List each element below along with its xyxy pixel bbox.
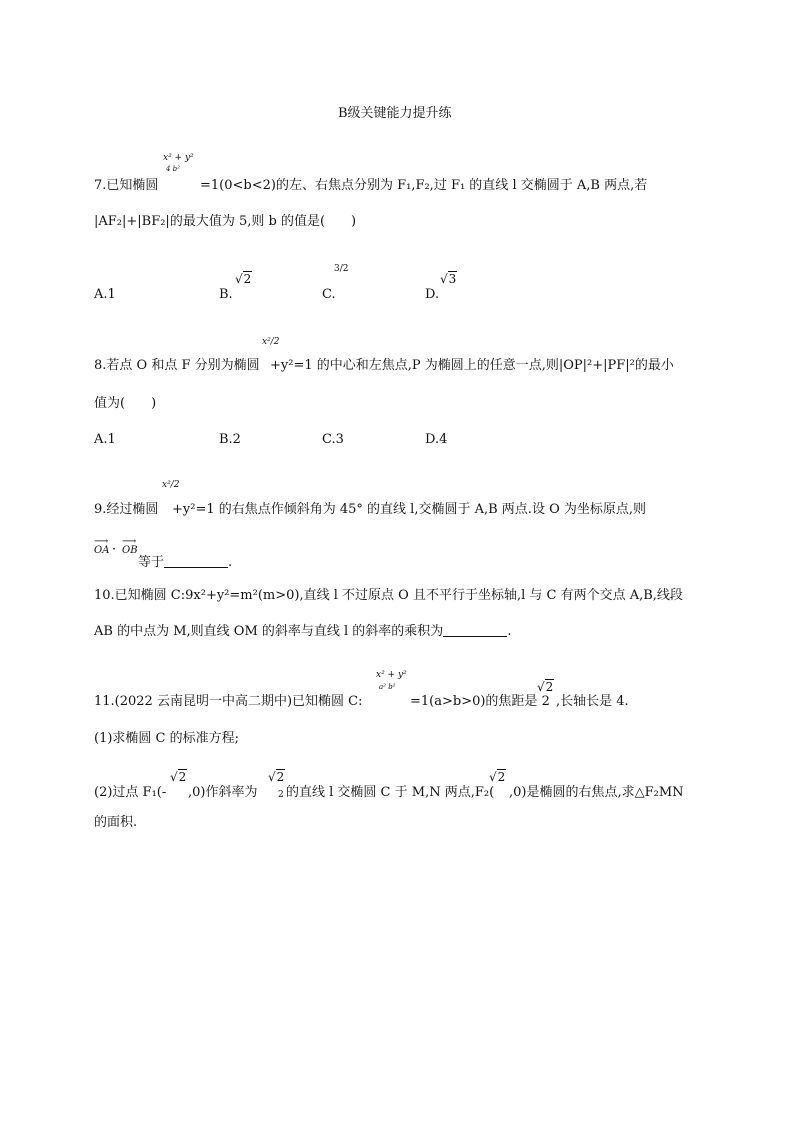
q11-part-2-d: ,0)是椭圆的右焦点,求△F₂MN (509, 785, 684, 800)
q7-option-c-fraction: 3/2 (334, 264, 349, 274)
q9-vector-ob: ⟶ OB (122, 536, 138, 556)
q8-text-line2: 值为( ) (94, 396, 157, 411)
q9-text-b: +y²=1 的右焦点作倾斜角为 45° 的直线 l,交椭圆于 A,B 两点.设 O 为坐标原点,则 (172, 502, 646, 517)
q8-text-a: 8.若点 O 和点 F 分别为椭圆 (94, 358, 260, 373)
q7-option-b: B. (219, 287, 233, 302)
vector-arrow-icon: ⟶ (94, 536, 109, 547)
q9-answer-blank[interactable] (164, 555, 228, 568)
q11-slope-denominator: 2 (278, 790, 284, 800)
q11-text-a: 11.(2022 云南昆明一中高二期中)已知椭圆 C: (94, 694, 363, 709)
q8-option-b: B.2 (219, 432, 241, 447)
q11-fraction-numerators: x² + y² (376, 670, 407, 680)
q8-fraction: x²/2 (262, 337, 280, 347)
q7-option-d: D. (425, 287, 440, 302)
q7-option-c: C. (322, 287, 336, 302)
q11-focal-root: √2 (537, 680, 554, 694)
q8-option-c: C.3 (322, 432, 344, 447)
q11-fraction-denominators: a² b² (379, 683, 396, 691)
q7-option-d-root: √3 (440, 272, 457, 286)
q11-part-2-root-1: √2 (170, 770, 187, 784)
q11-part-2-c: 的直线 l 交椭圆 C 于 M,N 两点,F₂( (286, 785, 495, 800)
q7-text-line2: |AF₂|+|BF₂|的最大值为 5,则 b 的值是( ) (94, 214, 357, 229)
q11-part-2-a: (2)过点 F₁(- (94, 785, 167, 800)
q10-text-line1: 10.已知椭圆 C:9x²+y²=m²(m>0),直线 l 不过原点 O 且不平行于坐标轴,l 与 C 有两个交点 A,B,线段 (94, 588, 683, 603)
q8-text-b: +y²=1 的中心和左焦点,P 为椭圆上的任意一点,则|OP|²+|PF|²的最小 (270, 358, 674, 373)
q9-text-a: 9.经过椭圆 (94, 502, 159, 517)
q11-part-2-b: ,0)作斜率为 (188, 785, 258, 800)
q9-fraction: x²/2 (162, 480, 180, 490)
q11-part-2-root-2: √2 (489, 770, 506, 784)
q8-option-d: D.4 (425, 432, 448, 447)
q11-part-2-line2: 的面积. (94, 815, 138, 830)
q7-text-a: 7.已知椭圆 (94, 178, 159, 193)
q7-text-b: =1(0<b<2)的左、右焦点分别为 F₁,F₂,过 F₁ 的直线 l 交椭圆于 A,B 两点,若 (200, 178, 648, 193)
q9-vector-oa: ⟶ OA (94, 536, 110, 556)
vector-arrow-icon: ⟶ (122, 536, 137, 547)
q10-text-line2: AB 的中点为 M,则直线 OM 的斜率与直线 l 的斜率的乘积为 . (94, 624, 512, 639)
q9-dot: · (112, 542, 117, 557)
q11-slope-root: √2 (268, 770, 285, 784)
q7-fraction-denominators: 4 b² (166, 165, 180, 173)
q7-option-b-root: √2 (235, 272, 252, 286)
q7-option-a: A.1 (94, 287, 116, 302)
q11-part-1: (1)求椭圆 C 的标准方程; (94, 731, 240, 746)
section-title: B级关键能力提升练 (338, 106, 452, 121)
q7-fraction-numerators: x² + y² (163, 153, 194, 163)
q11-text-c: ,长轴长是 4. (556, 694, 629, 709)
q9-answer-line: 等于 . (138, 555, 233, 570)
q8-option-a: A.1 (94, 432, 116, 447)
q11-text-b: =1(a>b>0)的焦距是 2 (410, 694, 550, 709)
q10-answer-blank[interactable] (443, 624, 507, 637)
